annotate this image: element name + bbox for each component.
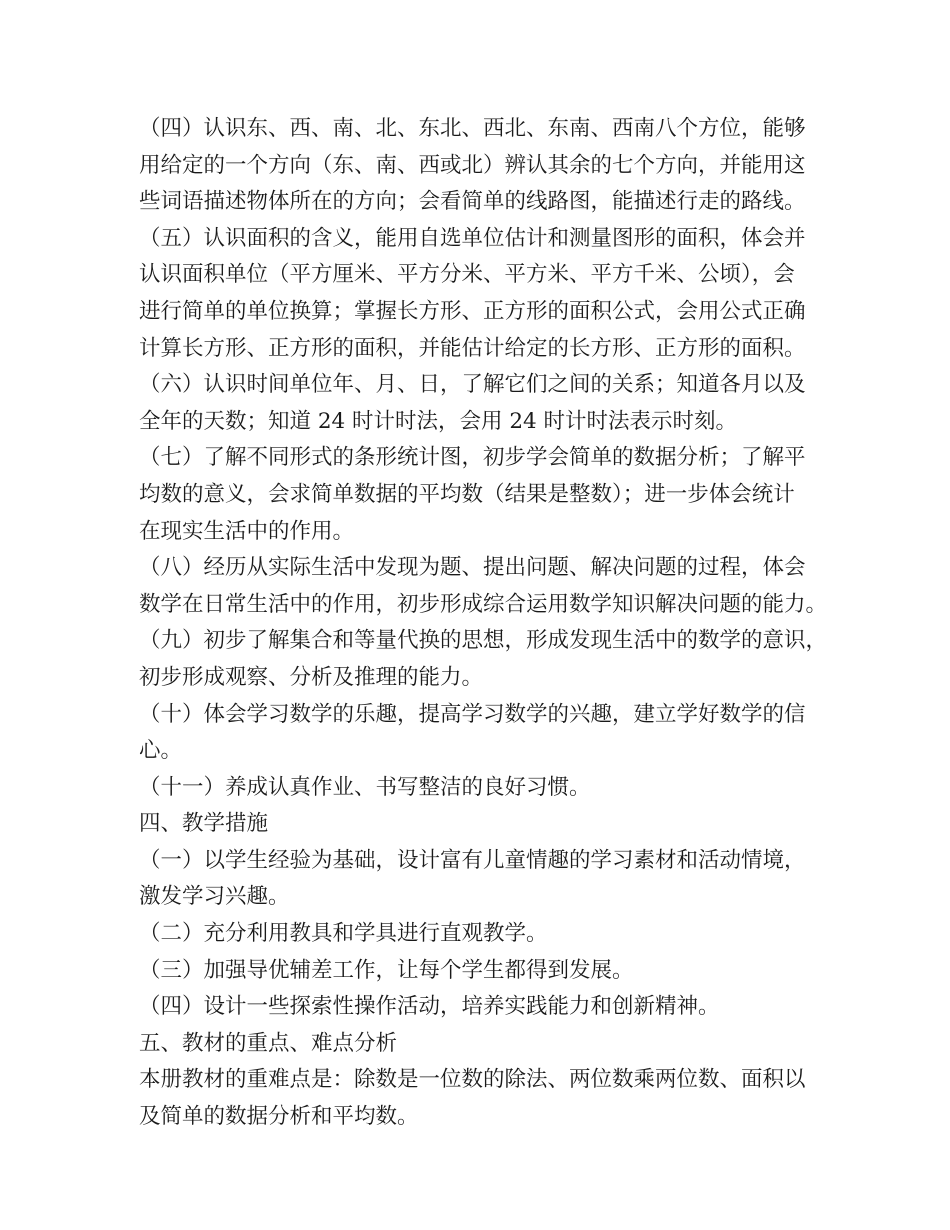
text-line-7: 计算长方形、正方形的面积，并能估计给定的长方形、正方形的面积。	[139, 335, 806, 361]
document-body	[139, 111, 828, 1136]
text-line-10: （七）了解不同形式的条形统计图，初步学会简单的数据分析；了解平	[139, 445, 806, 471]
text-line-16: 初步形成观察、分析及推理的能力。	[139, 664, 484, 690]
text-line-13: （八）经历从实际生活中发现为题、提出问题、解决问题的过程，体会	[139, 555, 806, 581]
section-heading-teaching-measures: 四、教学措施	[139, 811, 269, 837]
text-line-3: 些词语描述物体所在的方向；会看简单的线路图，能描述行走的路线。	[139, 189, 806, 215]
text-line-2: 用给定的一个方向（东、南、西或北）辨认其余的七个方向，并能用这	[139, 152, 806, 178]
text-line-22: 激发学习兴趣。	[139, 884, 290, 910]
text-line-23: （二）充分利用教具和学具进行直观教学。	[139, 921, 548, 947]
section-heading-key-points: 五、教材的重点、难点分析	[139, 1030, 398, 1056]
text-line-19: （十一）养成认真作业、书写整洁的良好习惯。	[139, 774, 591, 800]
text-line-21: （一）以学生经验为基础，设计富有儿童情趣的学习素材和活动情境，	[139, 847, 806, 873]
text-line-14: 数学在日常生活中的作用，初步形成综合运用数学知识解决问题的能力。	[139, 591, 828, 617]
text-line-18: 心。	[139, 738, 183, 764]
text-line-5: 认识面积单位（平方厘米、平方分米、平方米、平方千米、公顷），会	[139, 262, 795, 288]
text-line-6: 进行简单的单位换算；掌握长方形、正方形的面积公式，会用公式正确	[139, 298, 806, 324]
text-line-1: （四）认识东、西、南、北、东北、西北、东南、西南八个方位，能够	[139, 116, 806, 141]
text-line-28: 及简单的数据分析和平均数。	[139, 1104, 419, 1130]
text-line-8: （六）认识时间单位年、月、日，了解它们之间的关系；知道各月以及	[139, 372, 806, 398]
text-line-17: （十）体会学习数学的乐趣，提高学习数学的兴趣，建立学好数学的信	[139, 701, 806, 727]
text-line-24: （三）加强导优辅差工作，让每个学生都得到发展。	[139, 957, 634, 983]
text-line-9: 全年的天数；知道 24 时计时法，会用 24 时计时法表示时刻。	[139, 408, 738, 434]
text-line-11: 均数的意义，会求简单数据的平均数（结果是整数）；进一步体会统计	[139, 481, 795, 507]
text-line-27: 本册教材的重难点是：除数是一位数的除法、两位数乘两位数、面积以	[139, 1067, 806, 1093]
text-line-15: （九）初步了解集合和等量代换的思想，形成发现生活中的数学的意识，	[139, 628, 828, 654]
text-line-12: 在现实生活中的作用。	[139, 518, 355, 544]
text-line-25: （四）设计一些探索性操作活动，培养实践能力和创新精神。	[139, 994, 720, 1020]
text-line-4: （五）认识面积的含义，能用自选单位估计和测量图形的面积，体会并	[139, 225, 806, 251]
